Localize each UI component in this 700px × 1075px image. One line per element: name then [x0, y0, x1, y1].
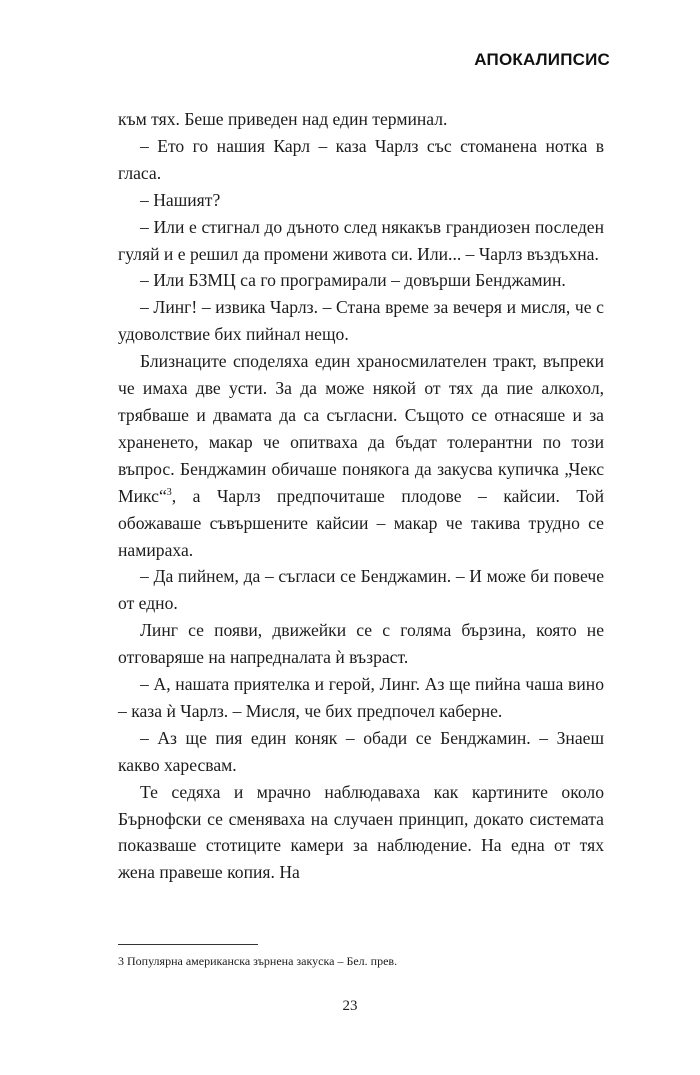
paragraph: Те седяха и мрачно наблюдаваха как картините около Бърнофски се сменяваха на случаен принцип, докато системата показваше стотиците камери за наблюдение. На една от тях жена правеше копия. На: [118, 781, 604, 883]
paragraph: – Или е стигнал до дъното след някакъв грандиозен последен гуляй и е решил да промени живота си. Или... – Чарлз въздъхна.: [118, 216, 604, 264]
paragraph: – Да пийнем, да – съгласи се Бенджамин. – И може би повече от едно.: [118, 566, 604, 614]
paragraph: към тях. Беше приведен над един терминал.: [118, 109, 448, 129]
paragraph: – Или БЗМЦ са го програмирали – довърши Бенджамин.: [140, 270, 566, 291]
paragraph: – А, нашата приятелка и герой, Линг. Аз ще пийна чаша вино – каза ѝ Чарлз. – Мисля, че бих предпочел каберне.: [118, 674, 604, 721]
footnote-reference: 3: [166, 486, 172, 498]
paragraph: – Линг! – извика Чарлз. – Стана време за вечеря и мисля, че с удоволствие бих пийнал нещо.: [118, 297, 604, 345]
footnote: 3 Популярна американска зърнена закуска – Бел. прев.: [118, 954, 398, 968]
page-number: 23: [342, 998, 358, 1014]
paragraph-continuation: , а Чарлз предпочиташе плодове – кайсии. Той обожаваше съвършените кайсии – макар че такива трудно се намираха.: [118, 485, 604, 560]
paragraph-with-footnote: [118, 348, 604, 563]
paragraph: Линг се появи, движейки се с голяма бързина, която не отговаряше на напредналата ѝ възраст.: [118, 620, 604, 668]
body-text: [118, 106, 604, 886]
paragraph: – Нашият?: [140, 189, 221, 210]
running-head: АПОКАЛИПСИС: [474, 50, 610, 69]
footnote-divider: [118, 944, 258, 945]
paragraph-text: Близнаците споделяха един храносмилателен тракт, въпреки че имаха две усти. За да може някой от тях да пие алкохол, трябваше и двамата да са съгласни. Същото се отнасяше и за храненето, макар че опитваха да бъдат толерантни по този въпрос. Бенджамин обичаше понякога да закусва купичка „Чекс Микс“: [118, 351, 604, 506]
paragraph: – Ето го нашия Карл – каза Чарлз със стоманена нотка в гласа.: [118, 135, 604, 183]
paragraph: – Аз ще пия един коняк – обади се Бенджамин. – Знаеш какво харесвам.: [118, 727, 604, 775]
